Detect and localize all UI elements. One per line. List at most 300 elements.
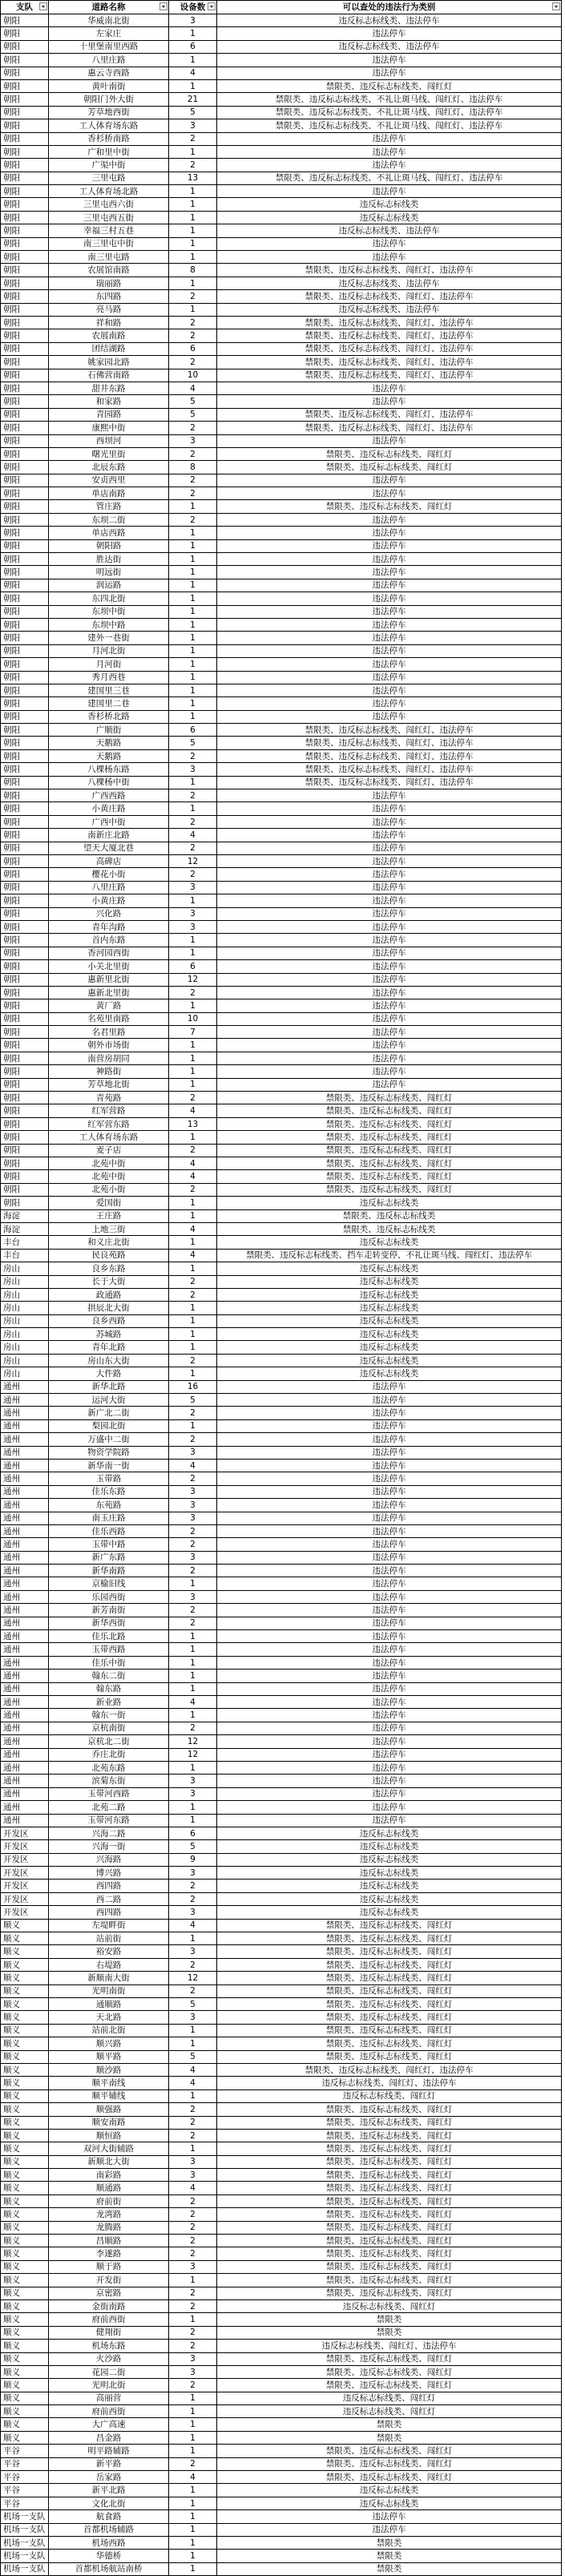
road-name-cell: 红军营路 [49, 1104, 169, 1117]
table-row [1, 369, 562, 382]
device-count-cell: 1 [169, 2142, 217, 2155]
violation-types-cell: 违反标志标线类、违法停车 [217, 40, 562, 53]
road-name-cell: 机场西路 [49, 2537, 169, 2550]
device-count-cell: 1 [169, 2523, 217, 2536]
brigade-cell: 朝阳 [1, 264, 49, 277]
violation-types-cell: 违法停车 [217, 1407, 562, 1419]
device-count-cell: 3 [169, 920, 217, 933]
table-row [1, 789, 562, 802]
brigade-cell: 朝阳 [1, 224, 49, 237]
brigade-cell: 朝阳 [1, 408, 49, 421]
table-row [1, 1735, 562, 1748]
table-row [1, 2445, 562, 2457]
device-count-cell: 1 [169, 2497, 217, 2509]
device-count-cell: 5 [169, 2050, 217, 2063]
device-count-cell: 3 [169, 1906, 217, 1919]
violation-types-cell: 禁限类、违反标志标线类、闯红灯、违法停车 [217, 749, 562, 762]
road-name-cell: 三里屯西六街 [49, 198, 169, 211]
brigade-cell: 通州 [1, 1748, 49, 1761]
brigade-cell: 朝阳 [1, 1078, 49, 1091]
violation-types-cell: 违法停车 [217, 618, 562, 631]
road-name-cell: 小关北里街 [49, 960, 169, 973]
road-name-cell: 八里庄路 [49, 881, 169, 894]
brigade-cell: 朝阳 [1, 1144, 49, 1157]
violation-types-cell: 禁限类、违反标志标线类、闯红灯、违法停车 [217, 316, 562, 329]
brigade-cell: 通州 [1, 1787, 49, 1800]
violation-types-cell: 违反标志标线类 [217, 2497, 562, 2509]
brigade-cell: 开发区 [1, 1906, 49, 1919]
device-count-cell: 2 [169, 329, 217, 342]
brigade-cell: 顺义 [1, 2274, 49, 2287]
violation-types-cell: 禁限类、违反标志标线类、闯红灯 [217, 2037, 562, 2050]
road-name-cell: 黄叶南街 [49, 79, 169, 92]
violation-types-cell: 禁限类、违反标志标线类、闯红灯 [217, 2235, 562, 2247]
table-row [1, 329, 562, 342]
violation-types-cell: 违法停车 [217, 1590, 562, 1603]
device-count-cell: 1 [169, 1419, 217, 1432]
road-name-cell: 新华西街 [49, 1617, 169, 1629]
table-row [1, 172, 562, 184]
violation-types-cell: 禁限类、违反标志标线类、闯红灯 [217, 1932, 562, 1945]
brigade-cell: 通州 [1, 1446, 49, 1459]
device-count-cell: 1 [169, 1341, 217, 1354]
device-count-cell: 2 [169, 1407, 217, 1419]
table-row [1, 2326, 562, 2339]
device-count-cell: 1 [169, 1052, 217, 1064]
brigade-cell: 朝阳 [1, 842, 49, 854]
device-count-cell: 4 [169, 2182, 217, 2194]
violation-types-cell: 禁限类、违反标志标线类、闯红灯 [217, 2457, 562, 2470]
road-name-cell: 左家庄 [49, 27, 169, 40]
device-count-cell: 1 [169, 999, 217, 1012]
brigade-cell: 朝阳 [1, 934, 49, 947]
violation-types-cell: 禁限类、违反标志标线类、闯红灯、违法停车 [217, 264, 562, 277]
violation-types-cell: 违反标志标线类 [217, 1827, 562, 1839]
table-row [1, 2089, 562, 2102]
device-count-cell: 3 [169, 1512, 217, 1524]
device-count-cell: 5 [169, 1840, 217, 1853]
road-name-cell: 顺平路 [49, 2050, 169, 2063]
table-row [1, 592, 562, 605]
device-count-cell: 3 [169, 14, 217, 27]
table-row [1, 185, 562, 198]
road-name-cell: 幸福三村五巷 [49, 224, 169, 237]
road-name-cell: 民良苑路 [49, 1249, 169, 1262]
table-row [1, 237, 562, 250]
device-count-cell: 1 [169, 27, 217, 40]
road-name-cell: 天鹅路 [49, 737, 169, 749]
table-row [1, 1801, 562, 1814]
brigade-cell: 通州 [1, 1735, 49, 1748]
device-count-cell: 5 [169, 395, 217, 408]
table-row [1, 1867, 562, 1880]
brigade-cell: 朝阳 [1, 632, 49, 644]
road-name-cell: 惠新北里街 [49, 986, 169, 999]
device-count-cell: 1 [169, 539, 217, 552]
violation-types-cell: 禁限类、违反标志标线类、闯红灯 [217, 2050, 562, 2063]
violation-types-cell: 违法停车 [217, 1419, 562, 1432]
table-row [1, 1131, 562, 1144]
brigade-cell: 顺义 [1, 2247, 49, 2260]
violation-types-cell: 违法停车 [217, 1801, 562, 1814]
brigade-cell: 房山 [1, 1275, 49, 1288]
brigade-cell: 朝阳 [1, 251, 49, 264]
device-count-cell: 2 [169, 132, 217, 145]
device-count-cell: 1 [169, 894, 217, 907]
road-name-cell: 佳乐中街 [49, 1656, 169, 1669]
table-row [1, 644, 562, 657]
road-name-cell: 站前北街 [49, 2024, 169, 2037]
brigade-cell: 顺义 [1, 2299, 49, 2312]
table-row [1, 1170, 562, 1183]
road-name-cell: 北苑中街 [49, 1170, 169, 1183]
brigade-cell: 朝阳 [1, 132, 49, 145]
violation-types-cell: 违反标志标线类 [217, 1367, 562, 1380]
violation-types-cell: 违反标志标线类 [217, 1262, 562, 1275]
device-count-cell: 6 [169, 1827, 217, 1839]
brigade-cell: 开发区 [1, 1840, 49, 1853]
table-row [1, 710, 562, 723]
device-count-cell: 1 [169, 2313, 217, 2326]
brigade-cell: 房山 [1, 1328, 49, 1341]
road-name-cell: 润运路 [49, 579, 169, 592]
brigade-cell: 朝阳 [1, 237, 49, 250]
violation-types-cell: 违反标志标线类、违法停车 [217, 277, 562, 289]
device-count-cell: 2 [169, 1524, 217, 1537]
device-count-cell: 2 [169, 1144, 217, 1157]
device-count-cell: 3 [169, 2011, 217, 2024]
road-name-cell: 高碑店 [49, 855, 169, 868]
device-count-cell: 1 [169, 644, 217, 657]
table-row [1, 93, 562, 106]
road-name-cell: 甜井东路 [49, 382, 169, 394]
table-row [1, 2037, 562, 2050]
road-name-cell: 房山东大街 [49, 1354, 169, 1367]
road-name-cell: 高丽营 [49, 2392, 169, 2404]
violation-types-cell: 违法停车 [217, 999, 562, 1012]
violation-types-cell: 禁限类、违反标志标线类、不礼让斑马线、闯红灯、违法停车 [217, 119, 562, 132]
device-count-cell: 4 [169, 1249, 217, 1262]
device-count-cell: 6 [169, 724, 217, 737]
violation-types-cell: 禁限类、违反标志标线类、闯红灯 [217, 2142, 562, 2155]
table-row [1, 408, 562, 421]
table-row [1, 1656, 562, 1669]
table-row [1, 1275, 562, 1288]
device-count-cell: 4 [169, 1104, 217, 1117]
road-name-cell: 农展馆南路 [49, 264, 169, 277]
table-row [1, 1104, 562, 1117]
device-count-cell: 1 [169, 211, 217, 224]
violation-types-cell: 违法停车 [217, 145, 562, 158]
brigade-cell: 朝阳 [1, 1183, 49, 1196]
device-count-cell: 3 [169, 763, 217, 776]
brigade-cell: 朝阳 [1, 356, 49, 369]
road-name-cell: 瑞丽路 [49, 277, 169, 289]
table-row [1, 1012, 562, 1025]
device-count-cell: 2 [169, 815, 217, 828]
table-row [1, 855, 562, 868]
device-count-cell: 3 [169, 1446, 217, 1459]
table-row [1, 1997, 562, 2010]
road-name-cell: 顺平辅线 [49, 2089, 169, 2102]
table-row [1, 2392, 562, 2404]
road-name-cell: 兴海路 [49, 1853, 169, 1866]
table-row [1, 1853, 562, 1866]
brigade-cell: 朝阳 [1, 1026, 49, 1039]
violation-types-cell: 违反标志标线类、闯红灯、违法停车 [217, 2340, 562, 2352]
table-row [1, 1775, 562, 1787]
brigade-cell: 朝阳 [1, 67, 49, 79]
table-row [1, 1577, 562, 1590]
road-name-cell: 佳乐东路 [49, 1485, 169, 1498]
device-count-cell: 4 [169, 1170, 217, 1183]
table-row [1, 960, 562, 973]
table-row [1, 198, 562, 211]
device-count-cell: 1 [169, 185, 217, 198]
device-count-cell: 2 [169, 1275, 217, 1288]
device-count-cell: 1 [169, 1656, 217, 1669]
brigade-cell: 顺义 [1, 2352, 49, 2365]
road-name-cell: 香河园西街 [49, 947, 169, 959]
brigade-cell: 通州 [1, 1617, 49, 1629]
device-count-cell: 12 [169, 1748, 217, 1761]
filter-dropdown-icon[interactable] [208, 2, 216, 10]
brigade-cell: 通州 [1, 1722, 49, 1734]
table-row [1, 553, 562, 566]
road-name-cell: 新平路 [49, 2457, 169, 2470]
brigade-cell: 朝阳 [1, 487, 49, 500]
violation-types-cell: 违法停车 [217, 1748, 562, 1761]
table-row [1, 2063, 562, 2076]
road-name-cell: 梨园北街 [49, 1419, 169, 1432]
road-name-cell: 香杉桥北路 [49, 710, 169, 723]
brigade-cell: 朝阳 [1, 684, 49, 696]
device-count-cell: 2 [169, 1288, 217, 1301]
table-row [1, 1722, 562, 1734]
table-row [1, 842, 562, 854]
brigade-cell: 朝阳 [1, 1131, 49, 1144]
table-row [1, 1078, 562, 1091]
brigade-cell: 通州 [1, 1512, 49, 1524]
road-name-cell: 和家路 [49, 395, 169, 408]
table-row [1, 1945, 562, 1958]
device-count-cell: 3 [169, 2155, 217, 2168]
road-name-cell: 火沙路 [49, 2352, 169, 2365]
device-count-cell: 4 [169, 2471, 217, 2484]
road-name-cell: 小黄庄路 [49, 802, 169, 815]
violation-types-cell: 禁限类、违反标志标线类 [217, 1222, 562, 1235]
brigade-cell: 朝阳 [1, 1104, 49, 1117]
table-row [1, 763, 562, 776]
violation-types-cell: 违法停车 [217, 2510, 562, 2523]
table-row [1, 2208, 562, 2221]
device-count-cell: 4 [169, 2077, 217, 2089]
road-name-cell: 顺于路 [49, 2260, 169, 2273]
brigade-cell: 朝阳 [1, 566, 49, 579]
violation-types-cell: 违法停车 [217, 579, 562, 592]
filter-dropdown-icon[interactable] [552, 2, 560, 10]
road-name-cell: 工人体育场东路 [49, 119, 169, 132]
table-row [1, 1565, 562, 1577]
table-row [1, 54, 562, 67]
road-name-cell: 物资学院路 [49, 1446, 169, 1459]
violation-types-cell: 违法停车 [217, 815, 562, 828]
road-name-cell: 建国里三巷 [49, 684, 169, 696]
brigade-cell: 通州 [1, 1565, 49, 1577]
violation-types-cell: 禁限类、违反标志标线类、闯红灯 [217, 2182, 562, 2194]
device-count-cell: 1 [169, 2537, 217, 2550]
table-row [1, 1972, 562, 1984]
table-row [1, 474, 562, 487]
filter-dropdown-icon[interactable] [159, 2, 167, 10]
road-name-cell: 北苑二路 [49, 1801, 169, 1814]
table-row [1, 947, 562, 959]
violation-types-cell: 禁限类、违反标志标线类、闯红灯 [217, 2352, 562, 2365]
road-name-cell: 乐园西街 [49, 1590, 169, 1603]
filter-dropdown-icon[interactable] [39, 2, 47, 10]
violation-types-cell: 禁限类、违反标志标线类、闯红灯、违法停车 [217, 422, 562, 434]
road-name-cell: 北苑东路 [49, 1761, 169, 1774]
device-count-cell: 2 [169, 2116, 217, 2129]
brigade-cell: 开发区 [1, 1827, 49, 1839]
violation-types-cell: 违反标志标线类 [217, 1354, 562, 1367]
device-count-cell: 2 [169, 1880, 217, 1892]
violation-types-cell: 禁限类、违反标志标线类、闯红灯、违法停车 [217, 356, 562, 369]
table-row [1, 2129, 562, 2142]
brigade-cell: 朝阳 [1, 894, 49, 907]
brigade-cell: 房山 [1, 1288, 49, 1301]
brigade-cell: 通州 [1, 1801, 49, 1814]
road-name-cell: 工人体育场东路 [49, 1131, 169, 1144]
road-name-cell: 北辰东路 [49, 461, 169, 474]
road-name-cell: 首内东路 [49, 934, 169, 947]
device-count-cell: 1 [169, 145, 217, 158]
brigade-cell: 朝阳 [1, 999, 49, 1012]
device-count-cell: 13 [169, 172, 217, 184]
violation-types-cell: 禁限类、违反标志标线类、闯红灯 [217, 2103, 562, 2116]
brigade-cell: 通州 [1, 1814, 49, 1827]
table-row [1, 934, 562, 947]
brigade-cell: 朝阳 [1, 710, 49, 723]
violation-types-cell: 禁限类 [217, 2418, 562, 2431]
device-count-cell: 2 [169, 2103, 217, 2116]
road-name-cell: 广顺街 [49, 724, 169, 737]
table-row [1, 2142, 562, 2155]
device-count-cell: 3 [169, 1499, 217, 1512]
brigade-cell: 朝阳 [1, 658, 49, 671]
table-row [1, 1236, 562, 1249]
violation-types-cell: 违法停车 [217, 1709, 562, 1722]
brigade-cell: 朝阳 [1, 776, 49, 789]
device-count-cell: 3 [169, 907, 217, 920]
road-name-cell: 东坝中街 [49, 605, 169, 618]
brigade-cell: 通州 [1, 1643, 49, 1656]
road-name-cell: 顺兴路 [49, 2037, 169, 2050]
table-row [1, 1394, 562, 1407]
violation-types-cell: 禁限类 [217, 2313, 562, 2326]
device-count-cell: 2 [169, 474, 217, 487]
device-count-cell: 8 [169, 264, 217, 277]
violation-types-cell: 违法停车 [217, 1630, 562, 1643]
brigade-cell: 通州 [1, 1459, 49, 1472]
table-row [1, 40, 562, 53]
road-name-cell: 右堤路 [49, 1958, 169, 1971]
brigade-cell: 朝阳 [1, 474, 49, 487]
device-count-cell: 2 [169, 2287, 217, 2299]
violation-types-cell: 禁限类、违反标志标线类、闯红灯 [217, 1144, 562, 1157]
table-row [1, 2484, 562, 2497]
table-row [1, 1617, 562, 1629]
device-count-cell: 1 [169, 500, 217, 513]
device-count-cell: 2 [169, 316, 217, 329]
violation-types-cell: 禁限类、违反标志标线类、闯红灯、违法停车 [217, 369, 562, 382]
device-count-cell: 6 [169, 40, 217, 53]
table-row [1, 1341, 562, 1354]
table-row [1, 1209, 562, 1222]
device-count-cell: 1 [169, 2405, 217, 2418]
table-row [1, 2169, 562, 2182]
road-name-cell: 顺安南路 [49, 2116, 169, 2129]
table-row [1, 2116, 562, 2129]
brigade-cell: 顺义 [1, 2103, 49, 2116]
violation-types-cell: 违反标志标线类、闯红灯 [217, 2405, 562, 2418]
road-name-cell: 滨菊东街 [49, 1775, 169, 1787]
table-row [1, 999, 562, 1012]
violation-types-cell: 禁限类、违反标志标线类、闯红灯 [217, 2155, 562, 2168]
device-count-cell: 1 [169, 1932, 217, 1945]
table-row [1, 1039, 562, 1052]
violation-types-cell: 违法停车 [217, 1012, 562, 1025]
brigade-cell: 朝阳 [1, 920, 49, 933]
table-row [1, 1932, 562, 1945]
road-name-cell: 新广东路 [49, 1551, 169, 1564]
violation-types-cell: 禁限类、违反标志标线类、闯红灯 [217, 461, 562, 474]
device-count-cell: 2 [169, 2247, 217, 2260]
device-count-cell: 1 [169, 2562, 217, 2575]
table-row [1, 2299, 562, 2312]
road-name-cell: 青苑路 [49, 1092, 169, 1104]
violation-types-cell: 禁限类、违反标志标线类、闯红灯、违法停车 [217, 342, 562, 355]
table-row [1, 618, 562, 631]
table-row [1, 1144, 562, 1157]
violation-types-cell: 违法停车 [217, 1499, 562, 1512]
brigade-cell: 机场一支队 [1, 2510, 49, 2523]
brigade-cell: 顺义 [1, 2116, 49, 2129]
violation-types-cell: 违法停车 [217, 27, 562, 40]
table-row [1, 356, 562, 369]
device-count-cell: 1 [169, 2445, 217, 2457]
road-name-cell: 南三里屯中街 [49, 237, 169, 250]
table-row [1, 2221, 562, 2234]
violation-types-cell: 禁限类、违反标志标线类、挡车走转变停、不礼让斑马线、闯红灯、违法停车 [217, 1249, 562, 1262]
violation-types-cell: 违法停车 [217, 684, 562, 696]
brigade-cell: 顺义 [1, 2024, 49, 2037]
violation-types-cell: 禁限类 [217, 2550, 562, 2562]
brigade-cell: 朝阳 [1, 316, 49, 329]
road-name-cell: 新顺北大街 [49, 2155, 169, 2168]
road-name-cell: 大件路 [49, 1367, 169, 1380]
header-cell-device-count [169, 1, 217, 14]
violation-types-cell: 违法停车 [217, 1078, 562, 1091]
table-row [1, 1919, 562, 1932]
violation-types-cell: 禁限类、违反标志标线类、闯红灯 [217, 1958, 562, 1971]
violation-types-cell: 违法停车 [217, 1722, 562, 1734]
table-row [1, 132, 562, 145]
brigade-cell: 朝阳 [1, 185, 49, 198]
table-row [1, 342, 562, 355]
table-row [1, 737, 562, 749]
road-name-cell: 金街南路 [49, 2299, 169, 2312]
